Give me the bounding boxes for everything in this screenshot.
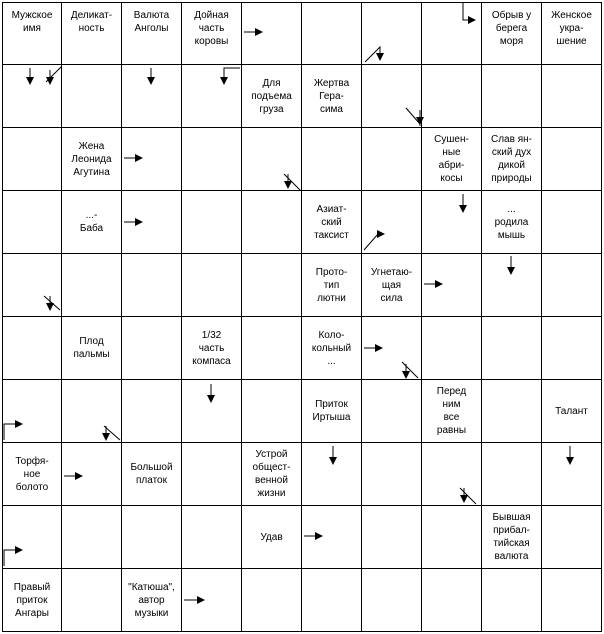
answer-cell[interactable] [302, 2, 362, 65]
answer-cell[interactable] [542, 191, 602, 254]
clue-cell [482, 506, 542, 569]
answer-cell[interactable] [2, 254, 62, 317]
answer-cell[interactable] [62, 380, 122, 443]
answer-cell[interactable] [542, 254, 602, 317]
answer-cell[interactable] [542, 128, 602, 191]
clue-cell [242, 506, 302, 569]
clue-text: Женское укра- шение [551, 10, 592, 47]
answer-cell[interactable] [122, 254, 182, 317]
clue-cell [2, 2, 62, 65]
answer-cell[interactable] [302, 569, 362, 632]
answer-cell[interactable] [122, 65, 182, 128]
clue-text: Обрыв у берега моря [491, 10, 532, 47]
clue-cell [2, 569, 62, 632]
answer-cell[interactable] [422, 317, 482, 380]
clue-text: Перед ним все равны [436, 386, 467, 436]
clue-text: Деликат- ность [70, 10, 113, 34]
answer-cell[interactable] [422, 191, 482, 254]
answer-cell[interactable] [422, 443, 482, 506]
answer-cell[interactable] [2, 191, 62, 254]
answer-cell[interactable] [182, 128, 242, 191]
answer-cell[interactable] [542, 65, 602, 128]
answer-cell[interactable] [242, 569, 302, 632]
answer-cell[interactable] [422, 506, 482, 569]
answer-cell[interactable] [422, 2, 482, 65]
clue-cell [62, 191, 122, 254]
clue-cell [242, 65, 302, 128]
clue-cell [362, 254, 422, 317]
clue-cell [542, 380, 602, 443]
answer-cell[interactable] [362, 65, 422, 128]
answer-cell[interactable] [182, 191, 242, 254]
answer-cell[interactable] [2, 65, 62, 128]
answer-cell[interactable] [422, 569, 482, 632]
answer-cell[interactable] [482, 380, 542, 443]
answer-cell[interactable] [2, 317, 62, 380]
clue-text: ... родила мышь [494, 203, 529, 241]
answer-cell[interactable] [182, 380, 242, 443]
answer-cell[interactable] [242, 380, 302, 443]
clue-text: Прото- тип лютни [315, 266, 348, 304]
crossword-grid [2, 2, 602, 632]
clue-text: Удав [260, 531, 283, 543]
answer-cell[interactable] [542, 317, 602, 380]
answer-cell[interactable] [182, 65, 242, 128]
clue-cell [182, 317, 242, 380]
answer-cell[interactable] [422, 65, 482, 128]
clue-cell [242, 443, 302, 506]
clue-cell [422, 380, 482, 443]
clue-text: Большой платок [130, 462, 173, 486]
answer-cell[interactable] [362, 2, 422, 65]
clue-text: Бывшая прибал- тийская валюта [492, 512, 531, 562]
answer-cell[interactable] [542, 443, 602, 506]
clue-text: Мужское имя [11, 10, 53, 34]
clue-cell [302, 65, 362, 128]
clue-cell [302, 380, 362, 443]
clue-cell [482, 191, 542, 254]
answer-cell[interactable] [362, 443, 422, 506]
clue-text: ...- Баба [79, 210, 104, 234]
clue-text: Сушен- ные абри- косы [434, 134, 469, 184]
clue-text: Жертва Гера- сима [313, 77, 350, 115]
clue-text: 1/32 часть компаса [192, 329, 231, 367]
answer-cell[interactable] [482, 443, 542, 506]
clue-text: Жена Леонида Агутина [71, 140, 112, 178]
answer-cell[interactable] [2, 380, 62, 443]
answer-cell[interactable] [362, 380, 422, 443]
answer-cell[interactable] [362, 569, 422, 632]
answer-cell[interactable] [62, 254, 122, 317]
answer-cell[interactable] [182, 569, 242, 632]
answer-cell[interactable] [122, 128, 182, 191]
answer-cell[interactable] [182, 254, 242, 317]
answer-cell[interactable] [62, 443, 122, 506]
answer-cell[interactable] [362, 317, 422, 380]
answer-cell[interactable] [62, 506, 122, 569]
answer-cell[interactable] [242, 191, 302, 254]
answer-cell[interactable] [542, 506, 602, 569]
clue-cell [62, 128, 122, 191]
clue-text: Плод пальмы [73, 336, 110, 360]
clue-text: Для подъема груза [251, 77, 292, 115]
clue-text: Угнетаю- щая сила [370, 266, 413, 304]
clue-cell [482, 2, 542, 65]
answer-cell[interactable] [242, 254, 302, 317]
answer-cell[interactable] [302, 506, 362, 569]
clue-cell [302, 254, 362, 317]
answer-cell[interactable] [122, 380, 182, 443]
answer-cell[interactable] [182, 506, 242, 569]
answer-cell[interactable] [2, 128, 62, 191]
clue-text: Азиат- ский таксист [314, 203, 349, 241]
answer-cell[interactable] [482, 569, 542, 632]
answer-cell[interactable] [122, 191, 182, 254]
clue-text: Правый приток Ангары [13, 581, 51, 619]
answer-cell[interactable] [122, 506, 182, 569]
answer-cell[interactable] [362, 128, 422, 191]
answer-cell[interactable] [482, 317, 542, 380]
clue-cell [122, 569, 182, 632]
answer-cell[interactable] [62, 65, 122, 128]
clue-cell [2, 443, 62, 506]
answer-cell[interactable] [2, 506, 62, 569]
answer-cell[interactable] [482, 65, 542, 128]
clue-cell [62, 317, 122, 380]
answer-cell[interactable] [362, 191, 422, 254]
clue-cell [542, 2, 602, 65]
clue-cell [62, 2, 122, 65]
clue-cell [422, 128, 482, 191]
answer-cell[interactable] [302, 128, 362, 191]
answer-cell[interactable] [242, 317, 302, 380]
answer-cell[interactable] [482, 254, 542, 317]
clue-cell [182, 2, 242, 65]
clue-cell [122, 2, 182, 65]
clue-text: Торфя- ное болото [15, 455, 49, 493]
answer-cell[interactable] [242, 128, 302, 191]
clue-text: Дойная часть коровы [194, 10, 229, 47]
clue-text: "Катюша", автор музыки [128, 581, 175, 619]
answer-cell[interactable] [62, 569, 122, 632]
answer-cell[interactable] [542, 569, 602, 632]
clue-cell [122, 443, 182, 506]
clue-cell [482, 128, 542, 191]
answer-cell[interactable] [422, 254, 482, 317]
clue-text: Коло- кольный ... [311, 329, 352, 367]
clue-text: Талант [555, 405, 588, 417]
answer-cell[interactable] [362, 506, 422, 569]
clue-cell [302, 191, 362, 254]
clue-text: Слав ян- ский дух дикой природы [491, 134, 532, 184]
clue-text: Валюта Анголы [133, 10, 170, 34]
answer-cell[interactable] [182, 443, 242, 506]
answer-cell[interactable] [302, 443, 362, 506]
answer-cell[interactable] [122, 317, 182, 380]
clue-text: Приток Иртыша [312, 399, 351, 423]
clue-cell [302, 317, 362, 380]
answer-cell[interactable] [242, 2, 302, 65]
clue-text: Устрой общест- венной жизни [252, 449, 291, 499]
